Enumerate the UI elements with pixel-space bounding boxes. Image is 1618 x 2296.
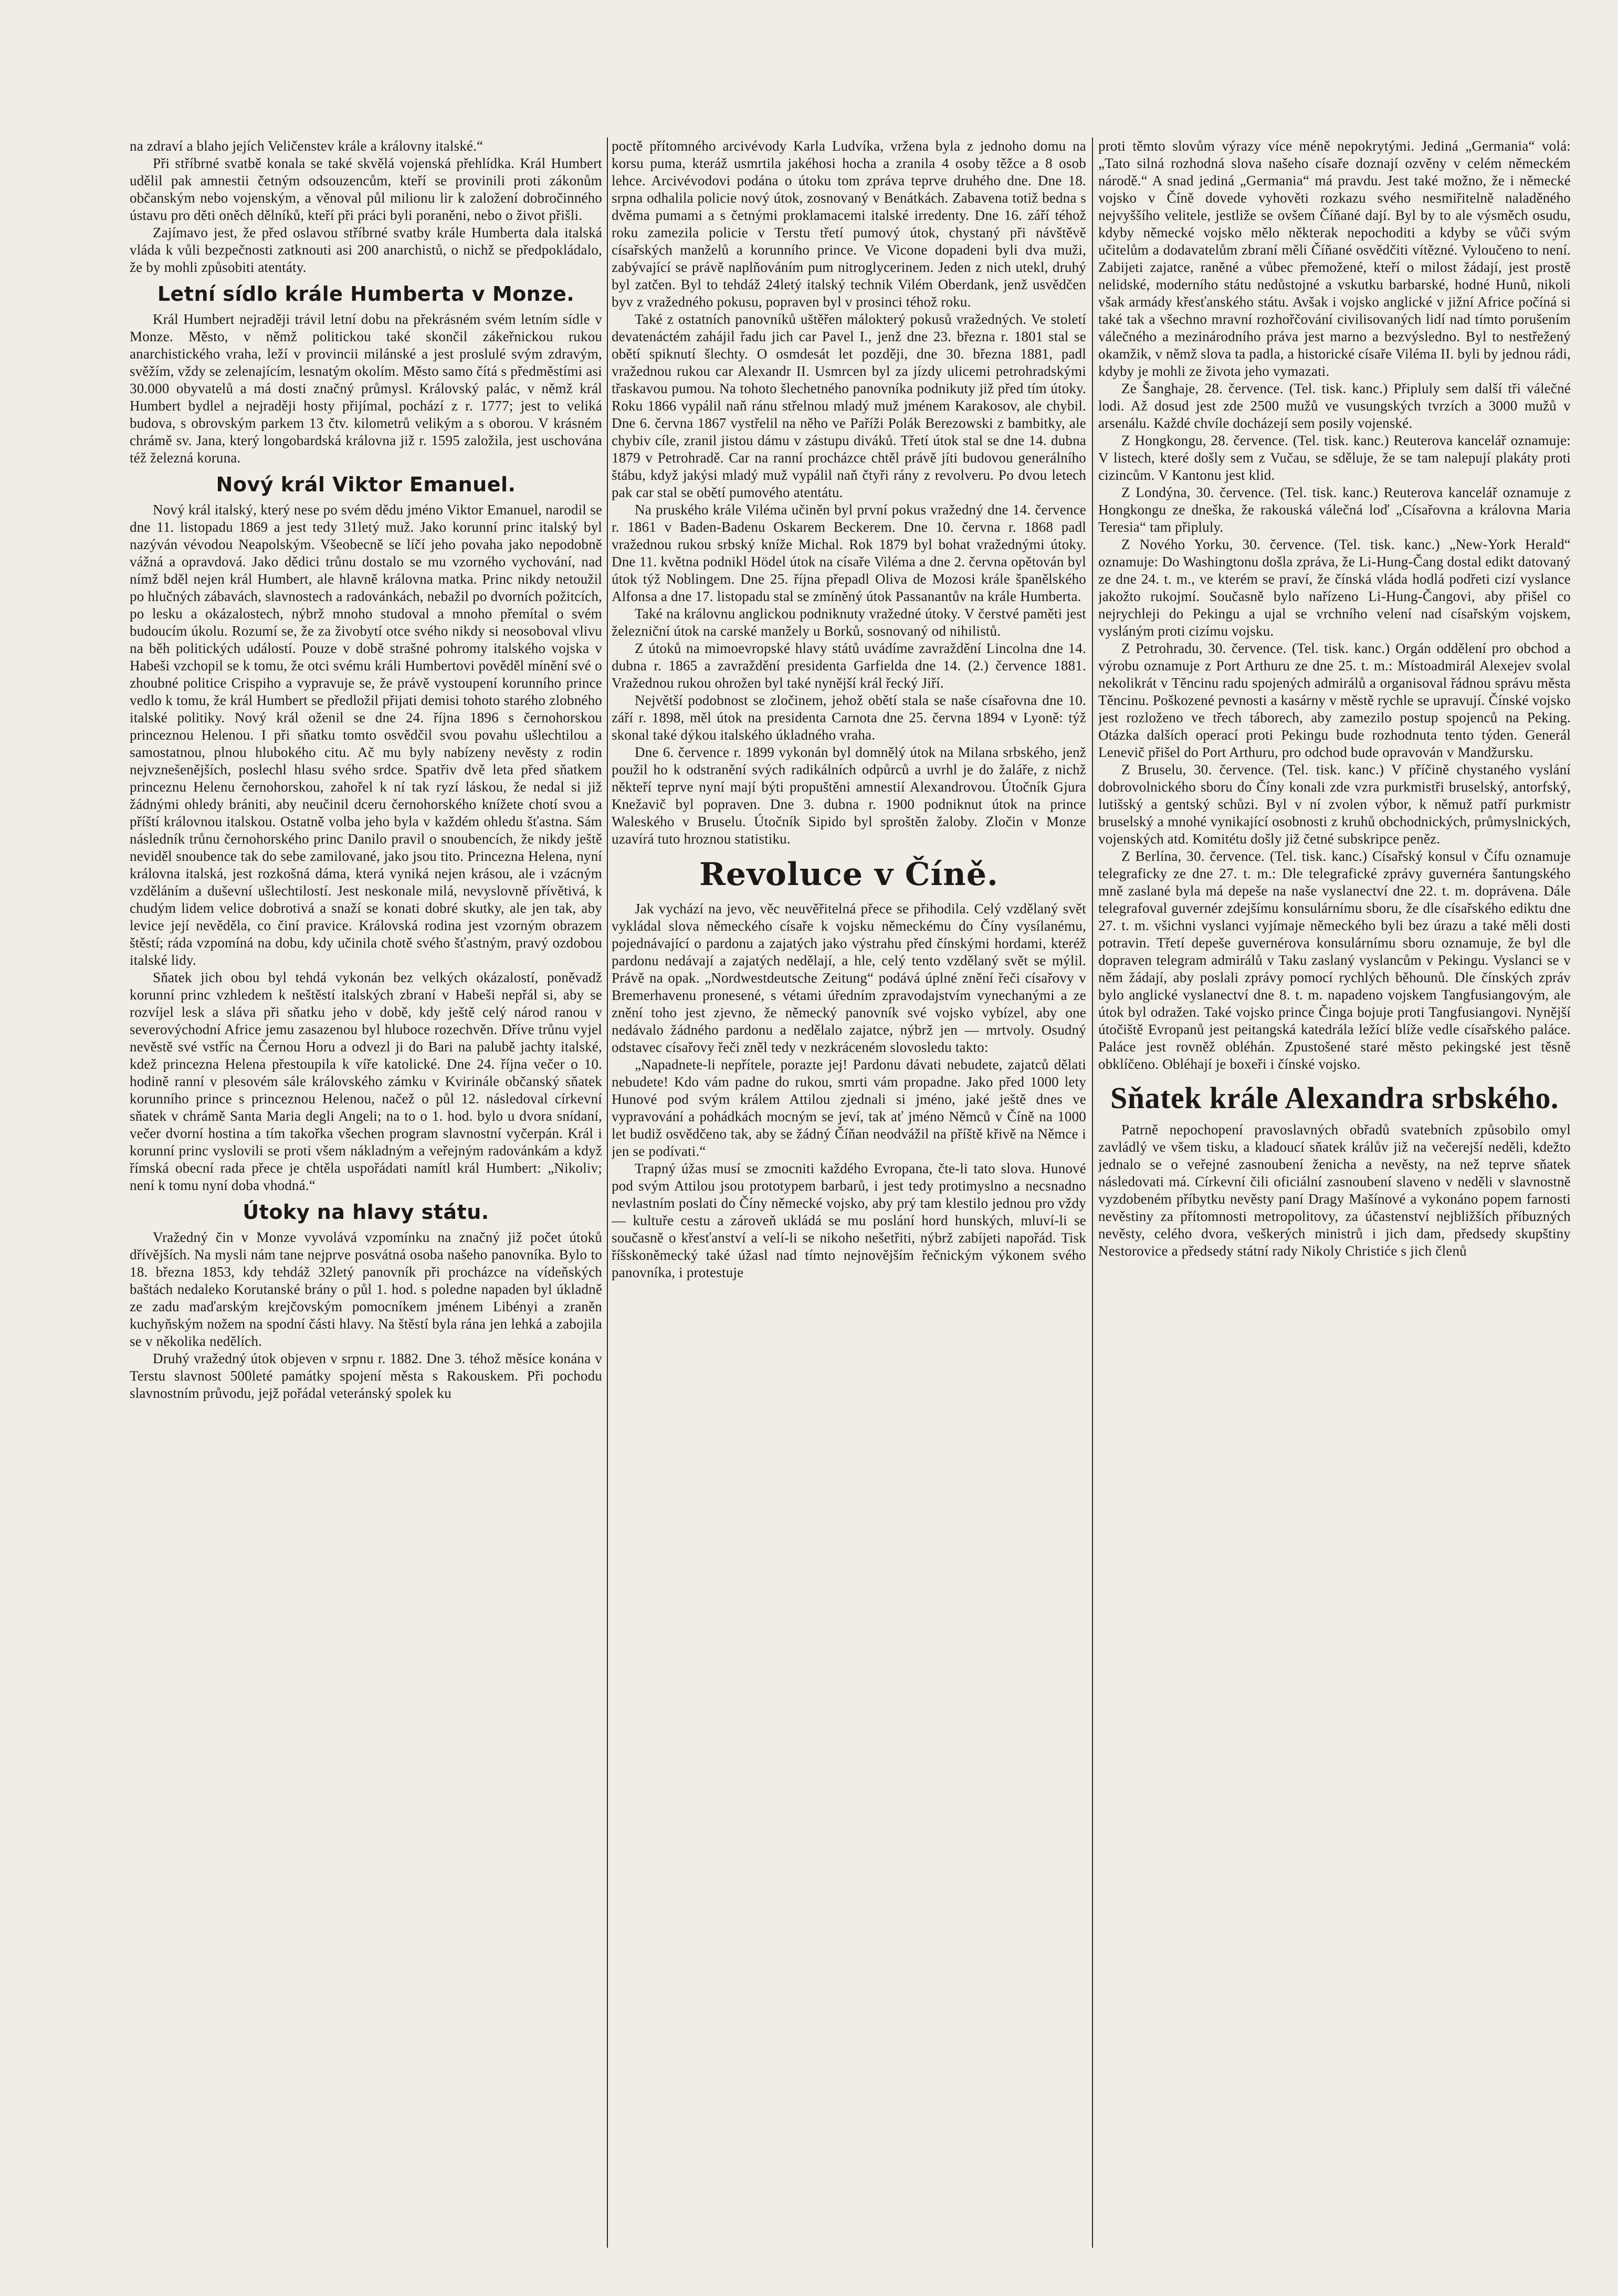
column-2	[612, 138, 1086, 2258]
article-paragraph: Na pruského krále Viléma učiněn byl první pokus vražedný dne 14. července r. 1861 v Baden-Badenu Oskarem Beckerem. Dne 10. června r. 1868 padl vražednou rukou srbský kníže Michal. Rok 1879 byl bohat vražednými útoky. Dne 11. května podnikl Hödel útok na císaře Viléma a dne 2. června opětován byl útok týž Noblingem. Dne 25. října přepadl Oliva de Mozosi krále španělského Alfonsa a dne 17. listopadu stal se zmíněný útok Passanantův na krále Humberta.	[612, 502, 1086, 604]
article-paragraph: Ze Šanghaje, 28. července. (Tel. tisk. kanc.) Připluly sem další tři válečné lodi. Až dosud jest zde 2500 mužů ve vusungských tvrzích a 3000 mužů v arsenálu. Každé chvíle docházejí sem posily vojenské.	[1098, 381, 1571, 431]
col1-paragraphs-c	[130, 501, 602, 1194]
article-paragraph: Z Petrohradu, 30. července. (Tel. tisk. kanc.) Orgán oddělení pro obchod a výrobu oznamuje z Port Arthuru ze dne 25. t. m.: Místoadmirál Alexejev svolal nekolikrát v Těncinu radu spojených admirálů a organisoval řádnou správu města Těncinu. Poškozené pevnosti a kasárny v městě rychle se upravují. Čínské vojsko jest rozloženo ve třech táborech, aby zamezilo postup spojenců na Peking. Otázka dalších operací proti Pekingu bude rozhodnuta tento týden. Generál Lenevič přišel do Port Arthuru, pro odchod bude opravován v Mandžursku.	[1098, 640, 1571, 760]
article-paragraph: Sňatek jich obou byl tehdá vykonán bez velkých okázalostí, poněvadž korunní princ vzhledem k neštěstí italských zbraní v Habeši nepřál si, aby se rozvíjel lesk a sláva při sňatku jeho v době, kdy ještě celý národ ranou v severovýchodní Africe jemu zasazenou byl hluboce rozechvěn. Dříve trůnu vyjel nevěstě své vstříc na Černou Horu a odvezl ji do Bari na palubě jachty italské, kdež princezna Helena přestoupila k víře katolické. Dne 24. října večer o 10. hodině ranní v plesovém sále královského zámku v Kvirinále občanský sňatek korunního prince s princeznou Helenou, načež o půl 12. následoval církevní sňatek v chrámě Santa Maria degli Angeli; na to o 1. hod. bylo u dvora snídaní, večer dvorní hostina a tím takořka všechen program slavnostní vyčerpán. Král i korunní princ vyslovili se proti všem nákladným a veřejným radovánkám a když římská obecní rada přece je chtěla uspořádati namítl král Humbert: „Nikoliv; není k tomu nyní doba vhodná.“	[130, 970, 602, 1193]
heading-attacks: Útoky na hlavy státu.	[243, 1200, 489, 1224]
article-paragraph: Dne 6. července r. 1899 vykonán byl domnělý útok na Milana srbského, jenž použil ho k odstranění svých radikálních odpůrců a uvrhl je do žaláře, z nichž někteří teprve nyní mají býti propuštěni amnestií Alexandrovou. Útočník Gjura Knežavič byl popraven. Dne 3. dubna r. 1900 podniknut útok na prince Waleského v Bruselu. Útočník Sipido byl sproštěn žaloby. Zločin v Monze uzavírá tuto hroznou statistiku.	[612, 744, 1086, 847]
heading-wedding-alexander: Sňatek krále Alexandra srbského.	[1110, 1081, 1559, 1115]
col2-paragraphs-b	[612, 900, 1086, 1281]
col1-paragraphs-d	[130, 1229, 602, 1402]
article-paragraph: Z Bruselu, 30. července. (Tel. tisk. kanc.) V příčině chystaného vyslání dobrovolnického sboru do Číny konali zde vzra purkmistři bruselský, antorfský, lutišský a gentský schůzi. Byl v ní zvolen výbor, k němuž patří purkmistr bruselský a mnohé vynikající osobnosti z kruhů obchodnických, průmyslnických, vojenských atd. Komitétu došly již četné subskripce peněz.	[1098, 762, 1571, 847]
article-paragraph: Král Humbert nejraději trávil letní dobu na překrásném svém letním sídle v Monze. Město, v němž politickou také skončil zákeřnickou rukou anarchistického vraha, leží v provincii milánské a jest proslulé svým zdravým, svěžím, vždy se zelenajícím, lesnatým okolím. Město samo čítá s předměstími asi 30.000 obyvatelů a má dosti značný průmysl. Královský palác, v němž král Humbert bydlel a nejraději hosty přijímal, pochází z r. 1777; jest to veliká budova, s obrovským parkem 13 čtv. kilometrů velikým a s oborou. V krásném chrámě sv. Jana, který longobardská královna již r. 1595 založila, jest uschována též železná koruna.	[130, 311, 602, 466]
article-paragraph: Také na královnu anglickou podniknuty vražedné útoky. V čerstvé paměti jest železniční útok na carské manžely u Borků, sosnovaný od nihilistů.	[612, 606, 1086, 639]
article-paragraph: Nový král italský, který nese po svém dědu jméno Viktor Emanuel, narodil se dne 11. listopadu 1869 a jest tedy 31letý muž. Jako korunní princ italský byl nazýván vévodou Neapolským. Všeobecně se líčí jeho povaha jako nepodobně vážná a opravdová. Jako dědici trůnu dostalo se mu vzorného vychování, nad nímž bděl nejen král Humbert, ale hlavně královna matka. Princ nikdy netoužil po hlučných zábavách, slavnostech a radovánkách, nebažil po dvorních požitcích, po lesku a okázalostech, nýbrž mnoho studoval a mnoho přemítal o svém budoucím úkolu. Rozumí se, že za živobytí otce svého nikdy si neosoboval vlivu na běh politických událostí. Pouze v době strašné pohromy italského vojska v Habeši vzchopil se k tomu, že otci svému králi Humbertovi pověděl mínění své o zhoubné politice Crispiho a vypravuje se, že právě vystoupení korunního prince vedlo k tomu, že král Humbert se předložil přijati demisi tohoto starého zlobného italské politiky. Nový král oženil se dne 24. října 1896 s černohorskou princeznou Helenou. I při sňatku tomto osvědčil svou povahu ušlechtilou a samostatnou, plnou hlubokého citu. Ač mu byly nabízeny nevěsty z rodin nejvznešenějších, poslechl hlasu svého srdce. Spatřiv dvě leta před sňatkem princeznu Helenu černohorskou, zahořel k ní tak ryzí láskou, že nedal si již žádnými ohledy brániti, aby neučinil dceru černohorského knížete chotí svou a příští královnou italskou. Ostatně volba jeho byla v každém ohledu šťastna. Sám následník trůnu černohorského princ Danilo pravil o snoubencích, že nikdy ještě neviděl snoubence tak do sebe zamilované, jako jsou tito. Princezna Helena, nyní královna italská, jest rozkošná dáma, která vyniká nejen krásou, ale i vzácným vzděláním a duševní ušlechtilostí. Jest neskonale milá, nevyslovně přívětivá, k chudým lidem velice dobrotivá a snaží se konati dobré skutky, ale jen tak, aby levice její nevěděla, co činí pravice. Královská rodina jest vzorným obrazem štěstí; ráda vzpomíná na dobu, kdy učinila chotě svého šťastným, pravý ozdobou italské lidy.	[130, 502, 602, 968]
col3-paragraphs-a	[1098, 138, 1571, 1073]
article-paragraph: Trapný úžas musí se zmocniti každého Evropana, čte-li tato slova. Hunové pod svým Attilou jsou prototypem barbarů, i jest tedy protimyslno a necsnadno nevlastním poslati do Číny německé vojsko, aby prý tam klestilo jednou pro vždy — kultuře cestu a zároveň ukládá se mu poslání hord hunských, mluví-li se současně o křesťanství a velí-li se nikoho nešetřiti, nýbrž zabíjeti napořád. Tisk říšskoněmecký také úžasl nad tímto nejnovějším řečnickým výkonem svého panovníka, i protestuje	[612, 1161, 1086, 1280]
column-divider	[607, 138, 608, 2248]
article-paragraph: Jak vychází na jevo, věc neuvěřitelná přece se přihodila. Celý vzdělaný svět vykládal slova německého císaře k vojsku německému do Číny vysílanému, pojednávající o pardonu a zajatých jako výstrahu před čínskými hordami, kteréž pardonu nedávají a zajatých nedělají, a hle, celý tento vzdělaný svět se mýlil. Právě na opak. „Nordwestdeutsche Zeitung“ podává úplné znění řeči císařovy v Bremerhavenu pronesené, s vétami úředním zpravodajstvím vynechanými a ze znění toho jest zjevno, že německý panovník své vojsko vybízel, aby one nedávalo žádného pardonu a nedělalo zajatce, nýbrž jen — mrtvoly. Osudný odstavec císařovy řeči zněl tedy v nezkráceném slovosledu takto:	[612, 901, 1086, 1055]
article-paragraph: Z Londýna, 30. července. (Tel. tisk. kanc.) Reuterova kancelář oznamuje z Hongkongu ze dneška, že rakouská válečná loď „Císařovna a královna Maria Teresia“ tam připluly.	[1098, 485, 1571, 535]
heading-new-king: Nový král Viktor Emanuel.	[216, 473, 516, 496]
article-paragraph: Z Hongkongu, 28. července. (Tel. tisk. kanc.) Reuterova kancelář oznamuje: V listech, které došly sem z Vučau, se sděluje, že se tam nalepují plakáty proti cizincům. V Kantonu jest klid.	[1098, 433, 1571, 483]
article-paragraph: poctě přítomného arcivévody Karla Ludvíka, vržena byla z jednoho domu na korsu puma, kteráž usmrtila jakéhosi hocha a zranila 4 osoby těžce a 8 osob lehce. Arcivévodovi podána o útoku tom zpráva teprve druhého dne. Dne 18. srpna odhalila policie nový útok, zosnovaný v Benátkách. Zabavena totiž bedna s dvěma pumami a s četnými proklamacemi italské irredenty. Dne 16. září téhož roku zamezila policie v Terstu třetí pumový útok, chystaný při návštěvě císařských manželů a korunního prince. Ve Vicone dopadeni byli dva muži, zabývající se právě naplňováním pum nitroglycerinem. Jeden z nich utekl, druhý byl zatčen. Byl to tehdáž 24letý italský technik Vilém Oberdank, jenž usvědčen byv z vražedného pokusu, popraven byl v prosinci téhož roku.	[612, 138, 1086, 310]
heading-revolution-china: Revoluce v Číně.	[699, 856, 999, 893]
article-paragraph: Vražedný čin v Monze vyvolává vzpomínku na značný již počet útoků dřívějších. Na mysli nám tane nejprve posvátná osoba našeho panovníka. Bylo to 18. března 1853, kdy tehdáž 32letý panovník při procházce na vídeňských baštách nedaleko Korutanské brány o půl 1. hod. s poledne napaden byl úkladně ze zadu maďarským krejčovským pomocníkem jménem Libényi a zraněn kuchyňským nožem na spodní části hlavy. Na štěstí byla rána jen lehká a zabojila se v několika nedělích.	[130, 1229, 602, 1349]
column-divider	[1092, 138, 1093, 2248]
article-paragraph: Zajímavo jest, že před oslavou stříbrné svatby krále Humberta dala italská vláda k vůli bezpečnosti zatknouti asi 200 anarchistů, o nichž se předpokládalo, že by mohli způsobiti atentáty.	[130, 225, 602, 275]
article-paragraph: Patrně nepochopení pravoslavných obřadů svatebních způsobilo omyl zavládlý ve všem tisku, a kladoucí sňatek králův již na večerejší neděli, kdežto jednalo se o veřejné zasnoubení ženicha a nevěsty, na než teprve sňatek následovati má. Církevní čili oficiální zasnoubení slaveno v neděli v slavnostně vyzdobeném příbytku nevěsty paní Dragy Mašínové a vykonáno popem farnosti nevěstiny za přítomnosti metropolitovy, za účastenství nejbližších příbuzných nevěsty, celého dvora, veškerých ministrů i jich dam, předsedy skupštiny Nestorovice a předsedy státní rady Nikoly Christiće s jich členů	[1098, 1122, 1571, 1259]
article-paragraph: Také z ostatních panovníků uštěřen málokterý pokusů vražedných. Ve století devatenáctém zahájil řadu jich car Pavel I., jenž dne 23. března r. 1801 stal se obětí spiknutí šlechty. O osmdesát let později, dne 30. března 1881, padl vražednou rukou car Alexandr II. Usmrcen byl za jízdy ulicemi petrohradskými třaskavou pumou. Na tohoto šlechetného panovníka podnikuty již před tím útoky. Roku 1866 vypálil naň ránu střelnou mladý muž jménem Karakosov, ale chybil. Dne 6. června 1867 vystřelil na něho ve Paříži Polák Berezowski z bambitky, ale chybiv cíle, zranil jistou dámu v zástupu diváků. Třetí útok stal se dne 14. dubna 1879 v Petrohradě. Car na ranní procházce chtěl právě jíti budovou generálního štábu, když jakýsi mladý muž vypálil naň čtyři rány z revolveru. Po dvou letech pak car stal se obětí pumového atentátu.	[612, 311, 1086, 500]
column-3	[1098, 138, 1571, 2258]
col1-paragraphs-a	[130, 138, 602, 276]
col1-paragraphs-b	[130, 311, 602, 467]
col3-paragraphs-b	[1098, 1121, 1571, 1260]
article-paragraph: Při stříbrné svatbě konala se také skvělá vojenská přehlídka. Král Humbert udělil pak amnestii četným odsouzencům, kteří se provinili proti zákonům občanským nebo vojenským, a věnoval půl milionu lir k založení dobročinného ústavu pro děti oněch dělníků, kteří při práci byli poraněni, nebo o život přišli.	[130, 155, 602, 223]
article-paragraph: Z útoků na mimoevropské hlavy států uvádíme zavraždění Lincolna dne 14. dubna r. 1865 a zavraždění presidenta Garfielda dne 14. (2.) července 1881. Vražednou rukou ohrožen byl také nynější král řecký Jiří.	[612, 640, 1086, 691]
article-paragraph: „Napadnete-li nepřítele, porazte jej! Pardonu dávati nebudete, zajatců dělati nebudete! Kdo vám padne do rukou, smrti vám propadne. Jako před 1000 lety Hunové pod svým králem Attilou zjednali si jméno, jaké ještě dnes ve vypravování a pohádkách mocným se jeví, tak ať jméno Němců v Číně na 1000 let budiž osvědčeno tak, aby se žádný Číňan neodvážil na příště křivě na Němce i jen se podívati.“	[612, 1057, 1086, 1159]
article-paragraph: Největší podobnost se zločinem, jehož obětí stala se naše císařovna dne 10. září r. 1898, měl útok na presidenta Carnota dne 25. června 1894 v Lyoně: týž skonal také dýkou italského úkladného vraha.	[612, 692, 1086, 743]
column-1	[130, 138, 602, 2258]
article-paragraph: Druhý vražedný útok objeven v srpnu r. 1882. Dne 3. téhož měsíce konána v Terstu slavnost 500leté památky spojení města s Rakouskem. Při pochodu slavnostním průvodu, jejž pořádal veteránský spolek ku	[130, 1351, 602, 1401]
article-paragraph: proti těmto slovům výrazy více méně nepokrytými. Jediná „Germania“ volá: „Tato silná rozhodná slova našeho císaře doznají ozvěny v celém německém národě.“ A snad jediná „Germania“ má pravdu. Jest také možno, že i německé vojsko v Číně dovede vyhověti rozkazu svého nesmiřitelně naladěného nejvyššího velitele, jestliže se ovšem Číňané dají. Byl by to ale výsměch osudu, kdyby německé vojsko mělo některak nepochoditi a kdyby se vůči svým učitelům a dodavatelům zbraní měli Číňané osvědčiti vítězné. Vyloučeno to není. Zabijeti zajatce, raněné a vůbec přemožené, kteří o milost žádají, jest prostě nelidské, moderního státu nedůstojné a vskutku barbarské, hodné Hunů, nikoli však armády křesťanského státu. Avšak i vojsko anglické v jižní Africe počíná si také tak a všechno mravní rozhořčování civilisovaných lidí nad tímto porušením válečného a mezinárodního práva jest marno a bezvýsledno. Byl to nestřežený okamžik, v němž slova ta padla, a historické císaře Viléma II. byli by jednou rádi, kdyby je mohli ze života jeho vymazati.	[1098, 138, 1571, 379]
article-paragraph: na zdraví a blaho jejích Veličenstev krále a královny italské.“	[130, 138, 484, 154]
col2-paragraphs-a	[612, 138, 1086, 848]
article-paragraph: Z Nového Yorku, 30. července. (Tel. tisk. kanc.) „New-York Herald“ oznamuje: Do Washingtonu došla zpráva, že Li-Hung-Čang dostal edikt datovaný ze dne 24. t. m., ve kterém se praví, že čínská vláda hodlá podřeti cizí vyslance jakožto rukojmí. Současně bylo nařízeno Li-Hung-Čangovi, aby přišel co nejrychleji do Pekingu a ujal se vrchního velení nad císařským vojskem, vysláným proti cizímu vojsku.	[1098, 536, 1571, 639]
article-paragraph: Z Berlína, 30. července. (Tel. tisk. kanc.) Císařský konsul v Čífu oznamuje telegraficky ze dne 27. t. m.: Dle telegrafické zprávy guvernéra šantungského mně zaslané byla má depeše na naše vyslanectví dne 22. t. m. doprávena. Dále telegrafoval guvernér zdejšímu konsulárnímu sboru, že dle císařského ediktu dne 27. t. m. všichni vyslanci vyjímaje německého byli bez úrazu a také měli dosti potravin. Třetí depeše guvernérova konsulárnímu sboru oznamuje, že byl dle dopraven telegram admirálů v Taku zaslaný vyslancům v Pekingu. Vyslanci se v něm žádají, aby poslali zprávy pomocí rychlých běhounů. Dle čínských zpráv bylo anglické vyslanectví dne 8. t. m. napadeno vojskem Tangfusiangovým, ale útok byl odražen. Také vojsko prince Činga bojuje proti Tangfusiangovi. Nynější útočiště Evropanů jest peitangská katedrála ležící blíže vedle císařského paláce. Paláce jest rovněž obléhán. Zpustošené staré město pekingské jest těsně obklíčeno. Obléhají je boxeři i čínské vojsko.	[1098, 848, 1571, 1072]
heading-summer-residence: Letní sídlo krále Humberta v Monze.	[157, 282, 575, 306]
